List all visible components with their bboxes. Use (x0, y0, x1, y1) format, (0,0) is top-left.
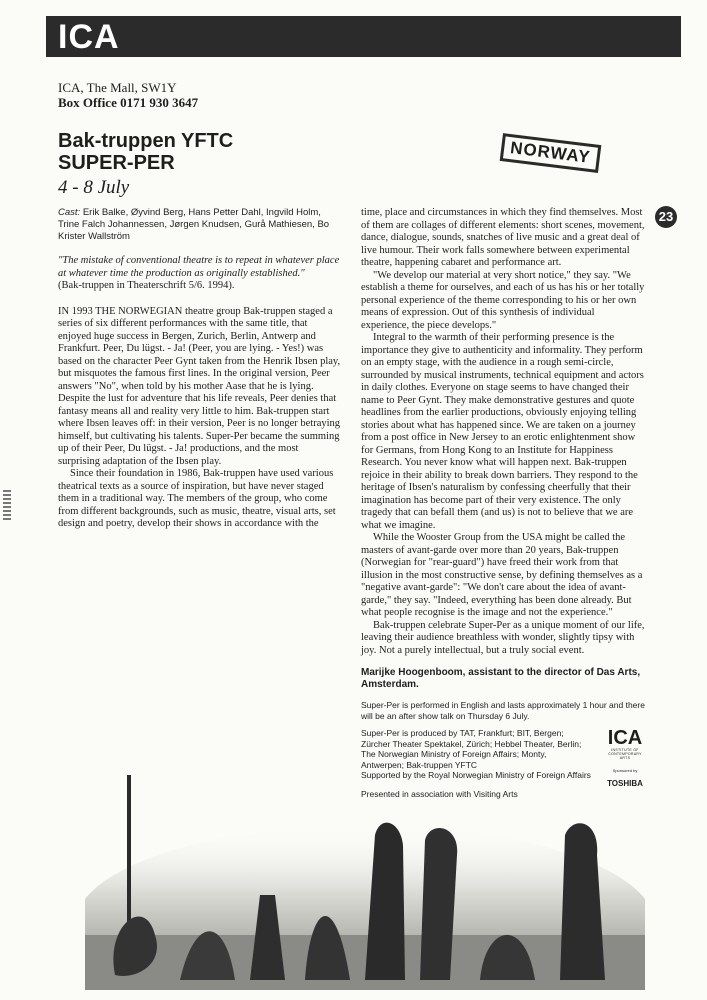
venue-address (58, 80, 198, 110)
production-credits (361, 728, 591, 781)
norway-stamp: NORWAY (500, 133, 601, 173)
paragraph: time, place and circumstances in which they find themselves. Most of them are collages of different elements: short scenes, movement, dance, dialogue, sounds, snatches of live music and a great deal of live humour. Their work falls somewhere between experimental theatre, happening cabaret and performance art. (361, 207, 645, 268)
paragraph: Integral to the warmth of their performing presence is the importance they give to authenticity and informality. They perform on an empty stage, with the audience in a rough semi-circle, surrounded by musical instruments, technical equipment and actors in daily clothes. Everyone on stage seems to have changed their name to Peer Gynt. They make demonstrative gestures and quote headlines from the earlier productions, obviously enjoying telling stories about what has happened since. We are taken on a journey from a post office in New Jersey to an erotic enlightenment show for Germans, from Hong Kong to an Institute for Happiness Research. You never know what will happen next. Bak-truppen rejoice in their ability to break down barriers. They respond to the heritage of Ibsen's naturalism by confessing cheerfully that their imagination has become part of their very existence. The only tragedy that can befall them (and us) is not to believe that we are what we imagine. (361, 332, 644, 531)
author-credit: Marijke Hoogenboom, assistant to the director of Das Arts, Amsterdam. (361, 667, 641, 690)
credits-text: Super-Per is produced by TAT, Frankfurt; BIT, Bergen; Zürcher Theater Spektakel, Zürich; Hebbel Theater, Berlin; The Norwegian Ministry of Foreign Affairs; Monty, Antwerpen; Bak-truppen YFTC (361, 728, 582, 770)
credits-block (361, 727, 645, 788)
scan-edge-marks (3, 490, 11, 520)
toshiba-logo: TOSHIBA (607, 778, 643, 788)
paragraph: Since their foundation in 1986, Bak-truppen have used various theatrical texts as a source of inspiration, but have never staged them in a traditional way. The members of the group, who come from different backgrounds, such as music, theatre, visual arts, set design and poetry, develop their shows in accordance with the (58, 468, 336, 529)
paragraph: Bak-truppen celebrate Super-Per as a unique moment of our life, leaving their audience breathless with wonder, slightly tipsy with joy. Not a purely intellectual, but a truly social event. (361, 619, 645, 656)
epigraph-source: (Bak-truppen in Theaterschrift 5/6. 1994). (58, 280, 235, 291)
article-body-left (58, 306, 343, 531)
paragraph: IN 1993 THE NORWEGIAN theatre group Bak-truppen staged a series of six different performances with the same title, that enjoyed huge success in Bergen, Zurich, Berlin, Antwerp and Frankfurt. Peer, Du lügst. - Ja! (Peer, you are lying. - Yes!) was based on the character Peer Gynt taken from the Henrik Ibsen play, but misquotes the famous first lines. In the original version, Peer answers "No", when told by his mother Aase that he is lying. Despite the lust for adventure that his life reveals, Peer denies that fantasy means all and reality very little to him. Bak-truppen start where Ibsen leaves off: in their version, Peer is no longer betraying himself, but cultivating his talents. Super-Per became the summing up of their Peer, Du lügst. - Ja! productions, and the most surprising adaptation of the Ibsen play. (58, 305, 341, 467)
box-office-text: Box Office 0171 930 3647 (58, 95, 199, 110)
show-title: SUPER-PER (58, 152, 175, 174)
box-office (58, 95, 198, 110)
page-title (58, 130, 233, 174)
ica-small-logo: ICA (607, 727, 643, 749)
dates: 4 - 8 July (58, 177, 130, 198)
cast-names: Erik Balke, Øyvind Berg, Hans Petter Dahl, Ingvild Holm, Trine Falch Johannessen, Jørgen Knudsen, Gurå Mathiesen, Bo Krister Wallström (58, 207, 330, 242)
presented-credit: Presented in association with Visiting Arts (361, 788, 518, 799)
left-column (58, 207, 343, 531)
article-body-right (361, 207, 645, 657)
page-number: 23 (655, 206, 677, 228)
performance-note: Super-Per is performed in English and lasts approximately 1 hour and there will be an after show talk on Thursday 6 July. (361, 700, 645, 721)
ica-institute-text: INSTITUTE OF CONTEMPORARY ARTS (608, 748, 642, 760)
right-column (361, 207, 645, 800)
header-bar (46, 16, 681, 57)
paragraph: While the Wooster Group from the USA might be called the masters of avant-garde over more than 20 years, Bak-truppen (Norwegian for "rear-guard") have freed their work from that illusion in the most constructive sense, by defining themselves as a "negative avant-garde": "We don't care about the idea of avant-garde," they say. "Indeed, everything has been done already. But what people recognise is the image and not the experience." (361, 532, 643, 618)
performance-photo (85, 775, 645, 990)
cast-list (58, 207, 343, 243)
company-name: Bak-truppen YFTC (58, 130, 234, 152)
cast-label: Cast: (58, 207, 81, 218)
ica-logo: ICA (58, 18, 120, 56)
sponsored-by-text: Sponsored by (612, 768, 638, 773)
epigraph-quote: "The mistake of conventional theatre is to repeat in whatever place at whatever time the production as originally established." (58, 255, 340, 279)
paragraph: "We develop our material at very short notice," they say. "We establish a theme for ourselves, and each of us has his or her totally personal experience of the theme corresponding to his or her own means of expression. Out of this synthesis of individual experience, the piece develops." (361, 269, 645, 331)
support-text: Supported by the Royal Norwegian Ministry of Foreign Affairs (361, 770, 591, 780)
address-line: ICA, The Mall, SW1Y (58, 80, 177, 95)
